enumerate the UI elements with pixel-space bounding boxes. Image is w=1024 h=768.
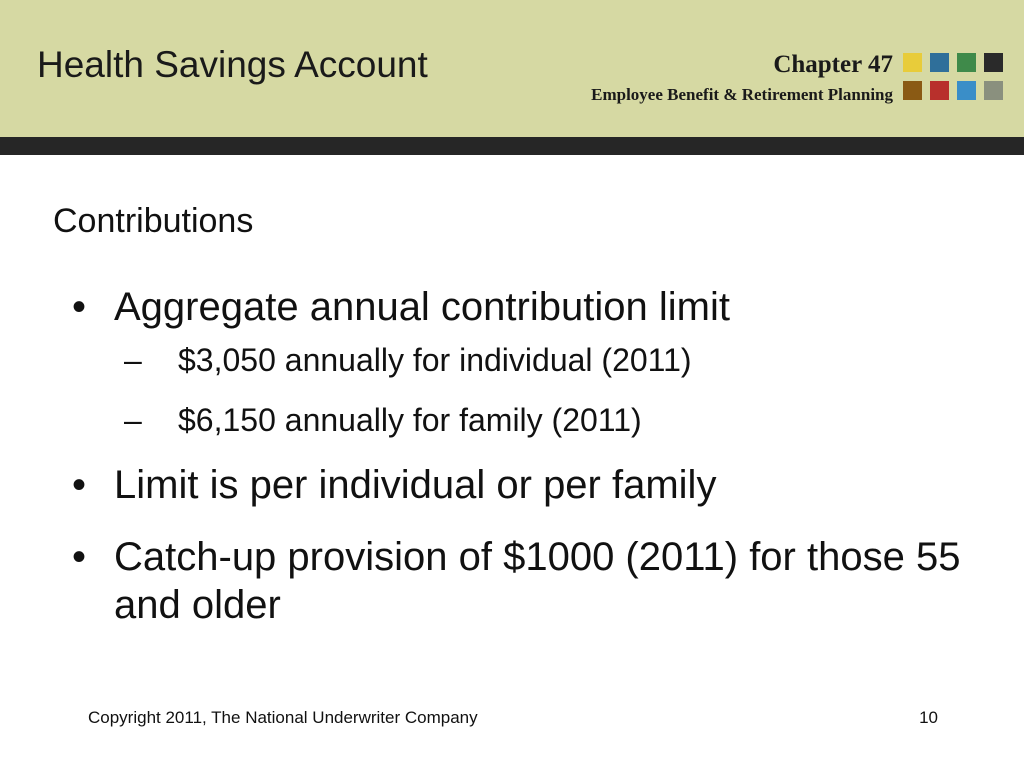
page-number: 10 bbox=[919, 708, 938, 727]
sub-bullet-text: $3,050 annually for individual (2011) bbox=[178, 342, 692, 378]
bullet-item bbox=[72, 283, 972, 331]
color-swatch bbox=[930, 81, 949, 100]
bullet-dot: • bbox=[72, 285, 87, 329]
bullet-text: Aggregate annual contribution limit bbox=[114, 285, 730, 329]
sub-bullet-text: $6,150 annually for family (2011) bbox=[178, 402, 642, 438]
chapter-label: Chapter 47 bbox=[773, 51, 893, 78]
bullet-dot: • bbox=[72, 535, 87, 579]
bullet-dot: • bbox=[72, 463, 87, 507]
color-swatch bbox=[957, 53, 976, 72]
color-swatch bbox=[984, 53, 1003, 72]
bullet-text: Catch-up provision of $1000 (2011) for those 55 and older bbox=[114, 535, 961, 627]
header-divider bbox=[0, 137, 1024, 155]
color-swatch bbox=[957, 81, 976, 100]
bullet-item bbox=[72, 533, 972, 629]
sub-bullet-dash: – bbox=[124, 402, 142, 438]
color-swatch bbox=[903, 53, 922, 72]
sub-bullet-item bbox=[72, 341, 972, 379]
sub-bullet-dash: – bbox=[124, 342, 142, 378]
bullet-list bbox=[72, 283, 972, 629]
bullet-item bbox=[72, 461, 972, 509]
sub-bullet-item bbox=[72, 401, 972, 439]
chapter-subtitle: Employee Benefit & Retirement Planning bbox=[591, 85, 893, 104]
copyright-notice: Copyright 2011, The National Underwriter Company bbox=[88, 708, 478, 727]
color-swatch bbox=[984, 81, 1003, 100]
color-swatch bbox=[930, 53, 949, 72]
section-heading: Contributions bbox=[53, 202, 254, 240]
color-swatch bbox=[903, 81, 922, 100]
bullet-text: Limit is per individual or per family bbox=[114, 463, 717, 507]
deck-title: Health Savings Account bbox=[37, 44, 428, 85]
